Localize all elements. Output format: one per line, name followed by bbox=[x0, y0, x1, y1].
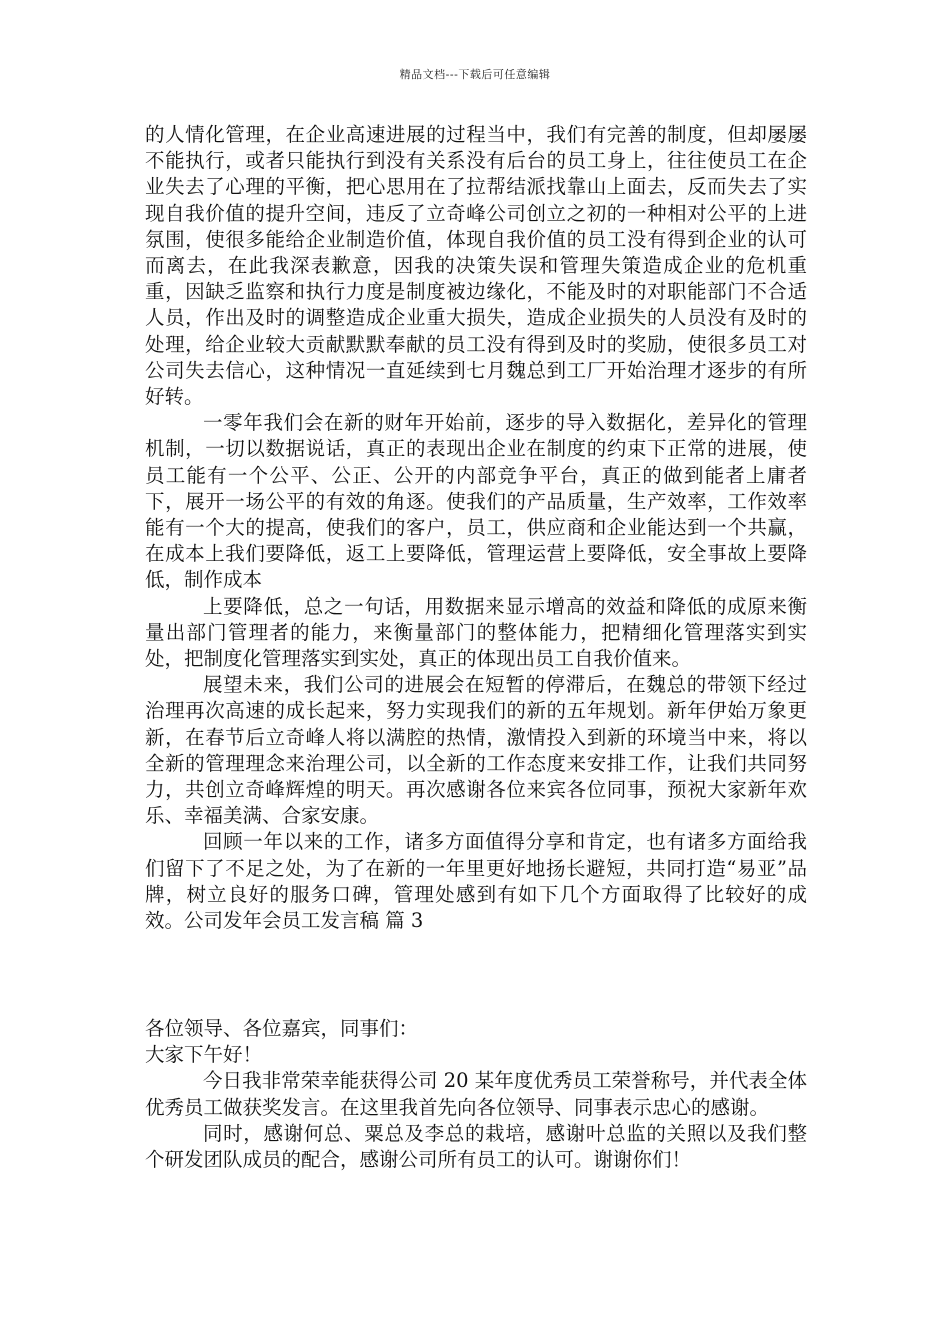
speech-hello: 大家下午好！ bbox=[145, 1043, 263, 1067]
main-text-block bbox=[145, 122, 807, 934]
speech-paragraph-1: 今日我非常荣幸能获得公司 20 某年度优秀员工荣誉称号，并代表全体优秀员工做获奖发言。在这里我首先向各位领导、同事表示忠心的感谢。 bbox=[145, 1069, 807, 1119]
speech-greeting: 各位领导、各位嘉宾，同事们： bbox=[145, 1017, 419, 1040]
page-header: 精品文档---下载后可任意编辑 bbox=[399, 68, 551, 81]
speech-text-block bbox=[145, 1016, 807, 1173]
paragraph-5: 回顾一年以来的工作，诸多方面值得分享和肯定，也有诸多方面给我们留下了不足之处，为了在新的一年里更好地扬长避短，共同打造“易亚”品牌，树立良好的服务口碑，管理处感到有如下几个方面取得了比较好的成效。公司发年会员工发言稿 篇 3 bbox=[145, 830, 807, 933]
paragraph-4: 展望未来，我们公司的进展会在短暂的停滞后，在魏总的带领下经过治理再次高速的成长起来，努力实现我们的新的五年规划。新年伊始万象更新，在春节后立奇峰人将以满腔的热情，激情投入到新的环境当中来，将以全新的管理理念来治理公司，以全新的工作态度来安排工作，让我们共同努力，共创立奇峰辉煌的明天。再次感谢各位来宾各位同事，预祝大家新年欢乐、幸福美满、合家安康。 bbox=[145, 673, 807, 828]
paragraph-3: 上要降低，总之一句话，用数据来显示增高的效益和降低的成原来衡量出部门管理者的能力，来衡量部门的整体能力，把精细化管理落实到实处，把制度化管理落实到实处，真正的体现出员工自我价值来。 bbox=[145, 594, 807, 671]
speech-paragraph-2: 同时，感谢何总、粟总及李总的栽培，感谢叶总监的关照以及我们整个研发团队成员的配合，感谢公司所有员工的认可。谢谢你们！ bbox=[145, 1121, 807, 1172]
paragraph-2: 一零年我们会在新的财年开始前，逐步的导入数据化，差异化的管理机制，一切以数据说话，真正的表现出企业在制度的约束下正常的进展，使员工能有一个公平、公正、公开的内部竞争平台，真正的做到能者上庸者下，展开一场公平的有效的角逐。使我们的产品质量，生产效率，工作效率能有一个大的提高，使我们的客户，员工，供应商和企业能达到一个共赢，在成本上我们要降低，返工上要降低，管理运营上要降低，安全事故上要降低，制作成本 bbox=[145, 411, 807, 592]
paragraph-1: 的人情化管理，在企业高速进展的过程当中，我们有完善的制度，但却屡屡不能执行，或者只能执行到没有关系没有后台的员工身上，往往使员工在企业失去了心理的平衡，把心思用在了拉帮结派找靠山上面去，反而失去了实现自我价值的提升空间，违反了立奇峰公司创立之初的一种相对公平的上进氛围，使很多能给企业制造价值，体现自我价值的员工没有得到企业的认可而离去，在此我深表歉意，因我的决策失误和管理失策造成企业的危机重重，因缺乏监察和执行力度是制度被边缘化，不能及时的对职能部门不合适人员，作出及时的调整造成企业重大损失，造成企业损失的人员没有及时的处理，给企业较大贡献默默奉献的员工没有得到及时的奖励，使很多员工对公司失去信心，这种情况一直延续到七月魏总到工厂开始治理才逐步的有所好转。 bbox=[145, 123, 807, 409]
